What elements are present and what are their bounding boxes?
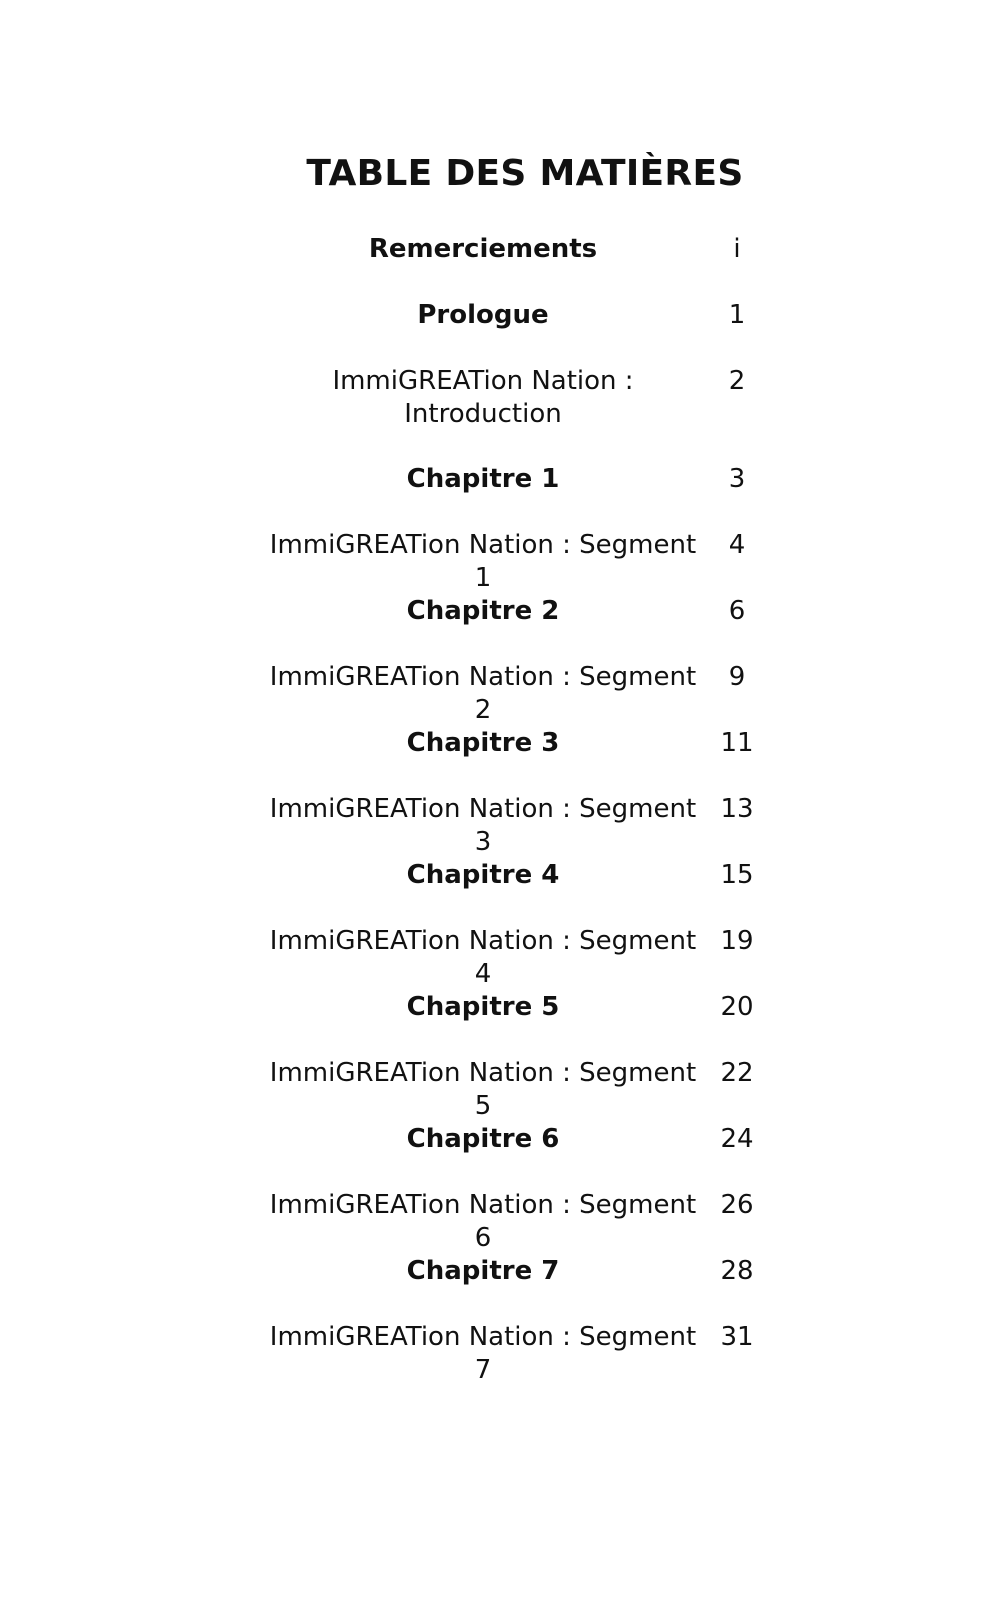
toc-entry-page-number: 22 xyxy=(720,1058,754,1088)
table-of-contents xyxy=(262,233,802,1387)
toc-entry-label: Remerciements xyxy=(368,234,598,264)
toc-entry-label: Chapitre 7 xyxy=(406,1256,560,1286)
toc-entry[interactable] xyxy=(262,859,802,925)
toc-entry-page-number: 31 xyxy=(720,1322,754,1352)
toc-entry-label: ImmiGREATion Nation : Segment 2 xyxy=(269,662,697,725)
toc-entry[interactable] xyxy=(262,1123,802,1189)
toc-entry-page-number: 20 xyxy=(720,992,754,1022)
toc-entry-page-number: 6 xyxy=(728,596,746,626)
toc-entry[interactable] xyxy=(262,365,802,463)
toc-entry[interactable] xyxy=(262,991,802,1057)
toc-entry-label: ImmiGREATion Nation : Segment 1 xyxy=(269,530,697,593)
toc-entry[interactable] xyxy=(262,925,802,991)
toc-entry[interactable] xyxy=(262,529,802,595)
toc-entry[interactable] xyxy=(262,727,802,793)
toc-entry[interactable] xyxy=(262,1321,802,1387)
toc-entry[interactable] xyxy=(262,1189,802,1255)
toc-entry-label: ImmiGREATion Nation : Segment 5 xyxy=(269,1058,697,1121)
toc-entry-label: ImmiGREATion Nation : Segment 6 xyxy=(269,1190,697,1253)
toc-entry[interactable] xyxy=(262,1057,802,1123)
toc-entry-page-number: 28 xyxy=(720,1256,754,1286)
toc-entry-page-number: 13 xyxy=(720,794,754,824)
toc-entry-page-number: i xyxy=(733,234,741,264)
toc-entry-label: Chapitre 5 xyxy=(406,992,560,1022)
toc-entry-label: Chapitre 6 xyxy=(406,1124,560,1154)
toc-entry[interactable] xyxy=(262,463,802,529)
toc-entry-page-number: 11 xyxy=(720,728,754,758)
toc-entry-label: ImmiGREATion Nation : Segment 3 xyxy=(269,794,697,857)
toc-entry-label: ImmiGREATion Nation : Segment 7 xyxy=(269,1322,697,1385)
page-title: TABLE DES MATIÈRES xyxy=(306,153,744,194)
toc-entry[interactable] xyxy=(262,233,802,299)
toc-entry-label: Prologue xyxy=(417,300,549,330)
toc-entry-page-number: 19 xyxy=(720,926,754,956)
toc-entry-page-number: 2 xyxy=(728,366,746,396)
toc-entry-label: Chapitre 2 xyxy=(406,596,560,626)
toc-entry[interactable] xyxy=(262,661,802,727)
toc-entry-label: Chapitre 4 xyxy=(406,860,560,890)
toc-entry-label: Chapitre 3 xyxy=(406,728,560,758)
toc-entry-page-number: 15 xyxy=(720,860,754,890)
toc-entry-page-number: 1 xyxy=(728,300,746,330)
toc-entry-page-number: 4 xyxy=(728,530,746,560)
toc-entry-page-number: 24 xyxy=(720,1124,754,1154)
toc-entry[interactable] xyxy=(262,793,802,859)
toc-entry-page-number: 9 xyxy=(728,662,746,692)
toc-entry-label: Chapitre 1 xyxy=(406,464,560,494)
toc-entry[interactable] xyxy=(262,595,802,661)
toc-entry[interactable] xyxy=(262,1255,802,1321)
toc-entry-page-number: 3 xyxy=(728,464,746,494)
toc-entry-label: ImmiGREATion Nation : Introduction xyxy=(332,366,634,429)
toc-entry-page-number: 26 xyxy=(720,1190,754,1220)
toc-entry[interactable] xyxy=(262,299,802,365)
toc-entry-label: ImmiGREATion Nation : Segment 4 xyxy=(269,926,697,989)
